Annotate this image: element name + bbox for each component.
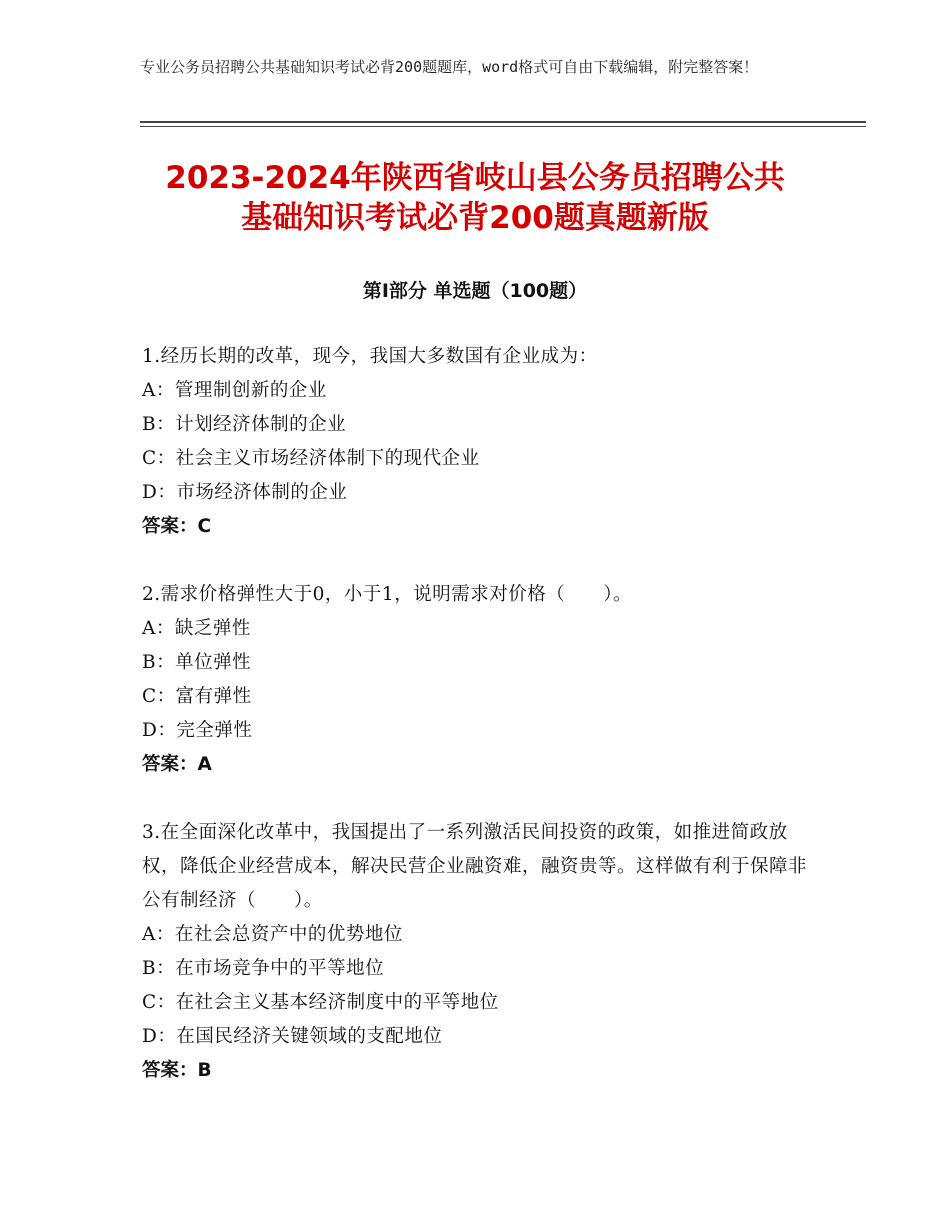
question-list	[142, 340, 812, 1122]
answer	[142, 1054, 812, 1088]
option-b: B：在市场竞争中的平等地位	[142, 958, 385, 979]
option-a: A：管理制创新的企业	[142, 380, 327, 401]
option-b: B：计划经济体制的企业	[142, 414, 347, 435]
answer	[142, 510, 812, 544]
section-title: 第Ⅰ部分 单选题（100题）	[362, 280, 588, 302]
question-text: 3.在全面深化改革中，我国提出了一系列激活民间投资的政策，如推进简政放权，降低企业经营成本，解决民营企业融资难，融资贵等。这样做有利于保障非公有制经济（ ）。	[142, 822, 808, 911]
answer-value: C	[197, 516, 212, 537]
option-b: B：单位弹性	[142, 652, 252, 673]
answer	[142, 748, 812, 782]
answer-label: 答案：	[142, 1060, 198, 1081]
option-a: A：在社会总资产中的优势地位	[142, 924, 403, 945]
header-divider-thick	[140, 121, 866, 123]
option-d: D：完全弹性	[142, 720, 253, 741]
title-line-1: 2023-2024年陕西省岐山县公务员招聘公共	[165, 160, 785, 196]
document-title	[100, 158, 850, 238]
answer-label: 答案：	[142, 754, 198, 775]
answer-value: A	[197, 754, 212, 775]
answer-value: B	[197, 1060, 212, 1081]
option-c: C：在社会主义基本经济制度中的平等地位	[142, 992, 499, 1013]
option-d: D：市场经济体制的企业	[142, 482, 348, 503]
option-d: D：在国民经济关键领域的支配地位	[142, 1026, 443, 1047]
question-text: 1.经历长期的改革，现今，我国大多数国有企业成为：	[142, 346, 598, 367]
header-divider-thin	[140, 126, 866, 127]
question-text: 2.需求价格弹性大于0，小于1，说明需求对价格（ ）。	[142, 584, 632, 605]
header-note: 专业公务员招聘公共基础知识考试必背200题题库，word格式可自由下载编辑，附完整答案！	[140, 58, 759, 76]
question-2	[142, 578, 812, 782]
answer-label: 答案：	[142, 516, 198, 537]
question-3	[142, 816, 812, 1088]
option-a: A：缺乏弹性	[142, 618, 251, 639]
question-1	[142, 340, 812, 544]
option-c: C：富有弹性	[142, 686, 252, 707]
option-c: C：社会主义市场经济体制下的现代企业	[142, 448, 480, 469]
title-line-2: 基础知识考试必背200题真题新版	[241, 200, 709, 236]
